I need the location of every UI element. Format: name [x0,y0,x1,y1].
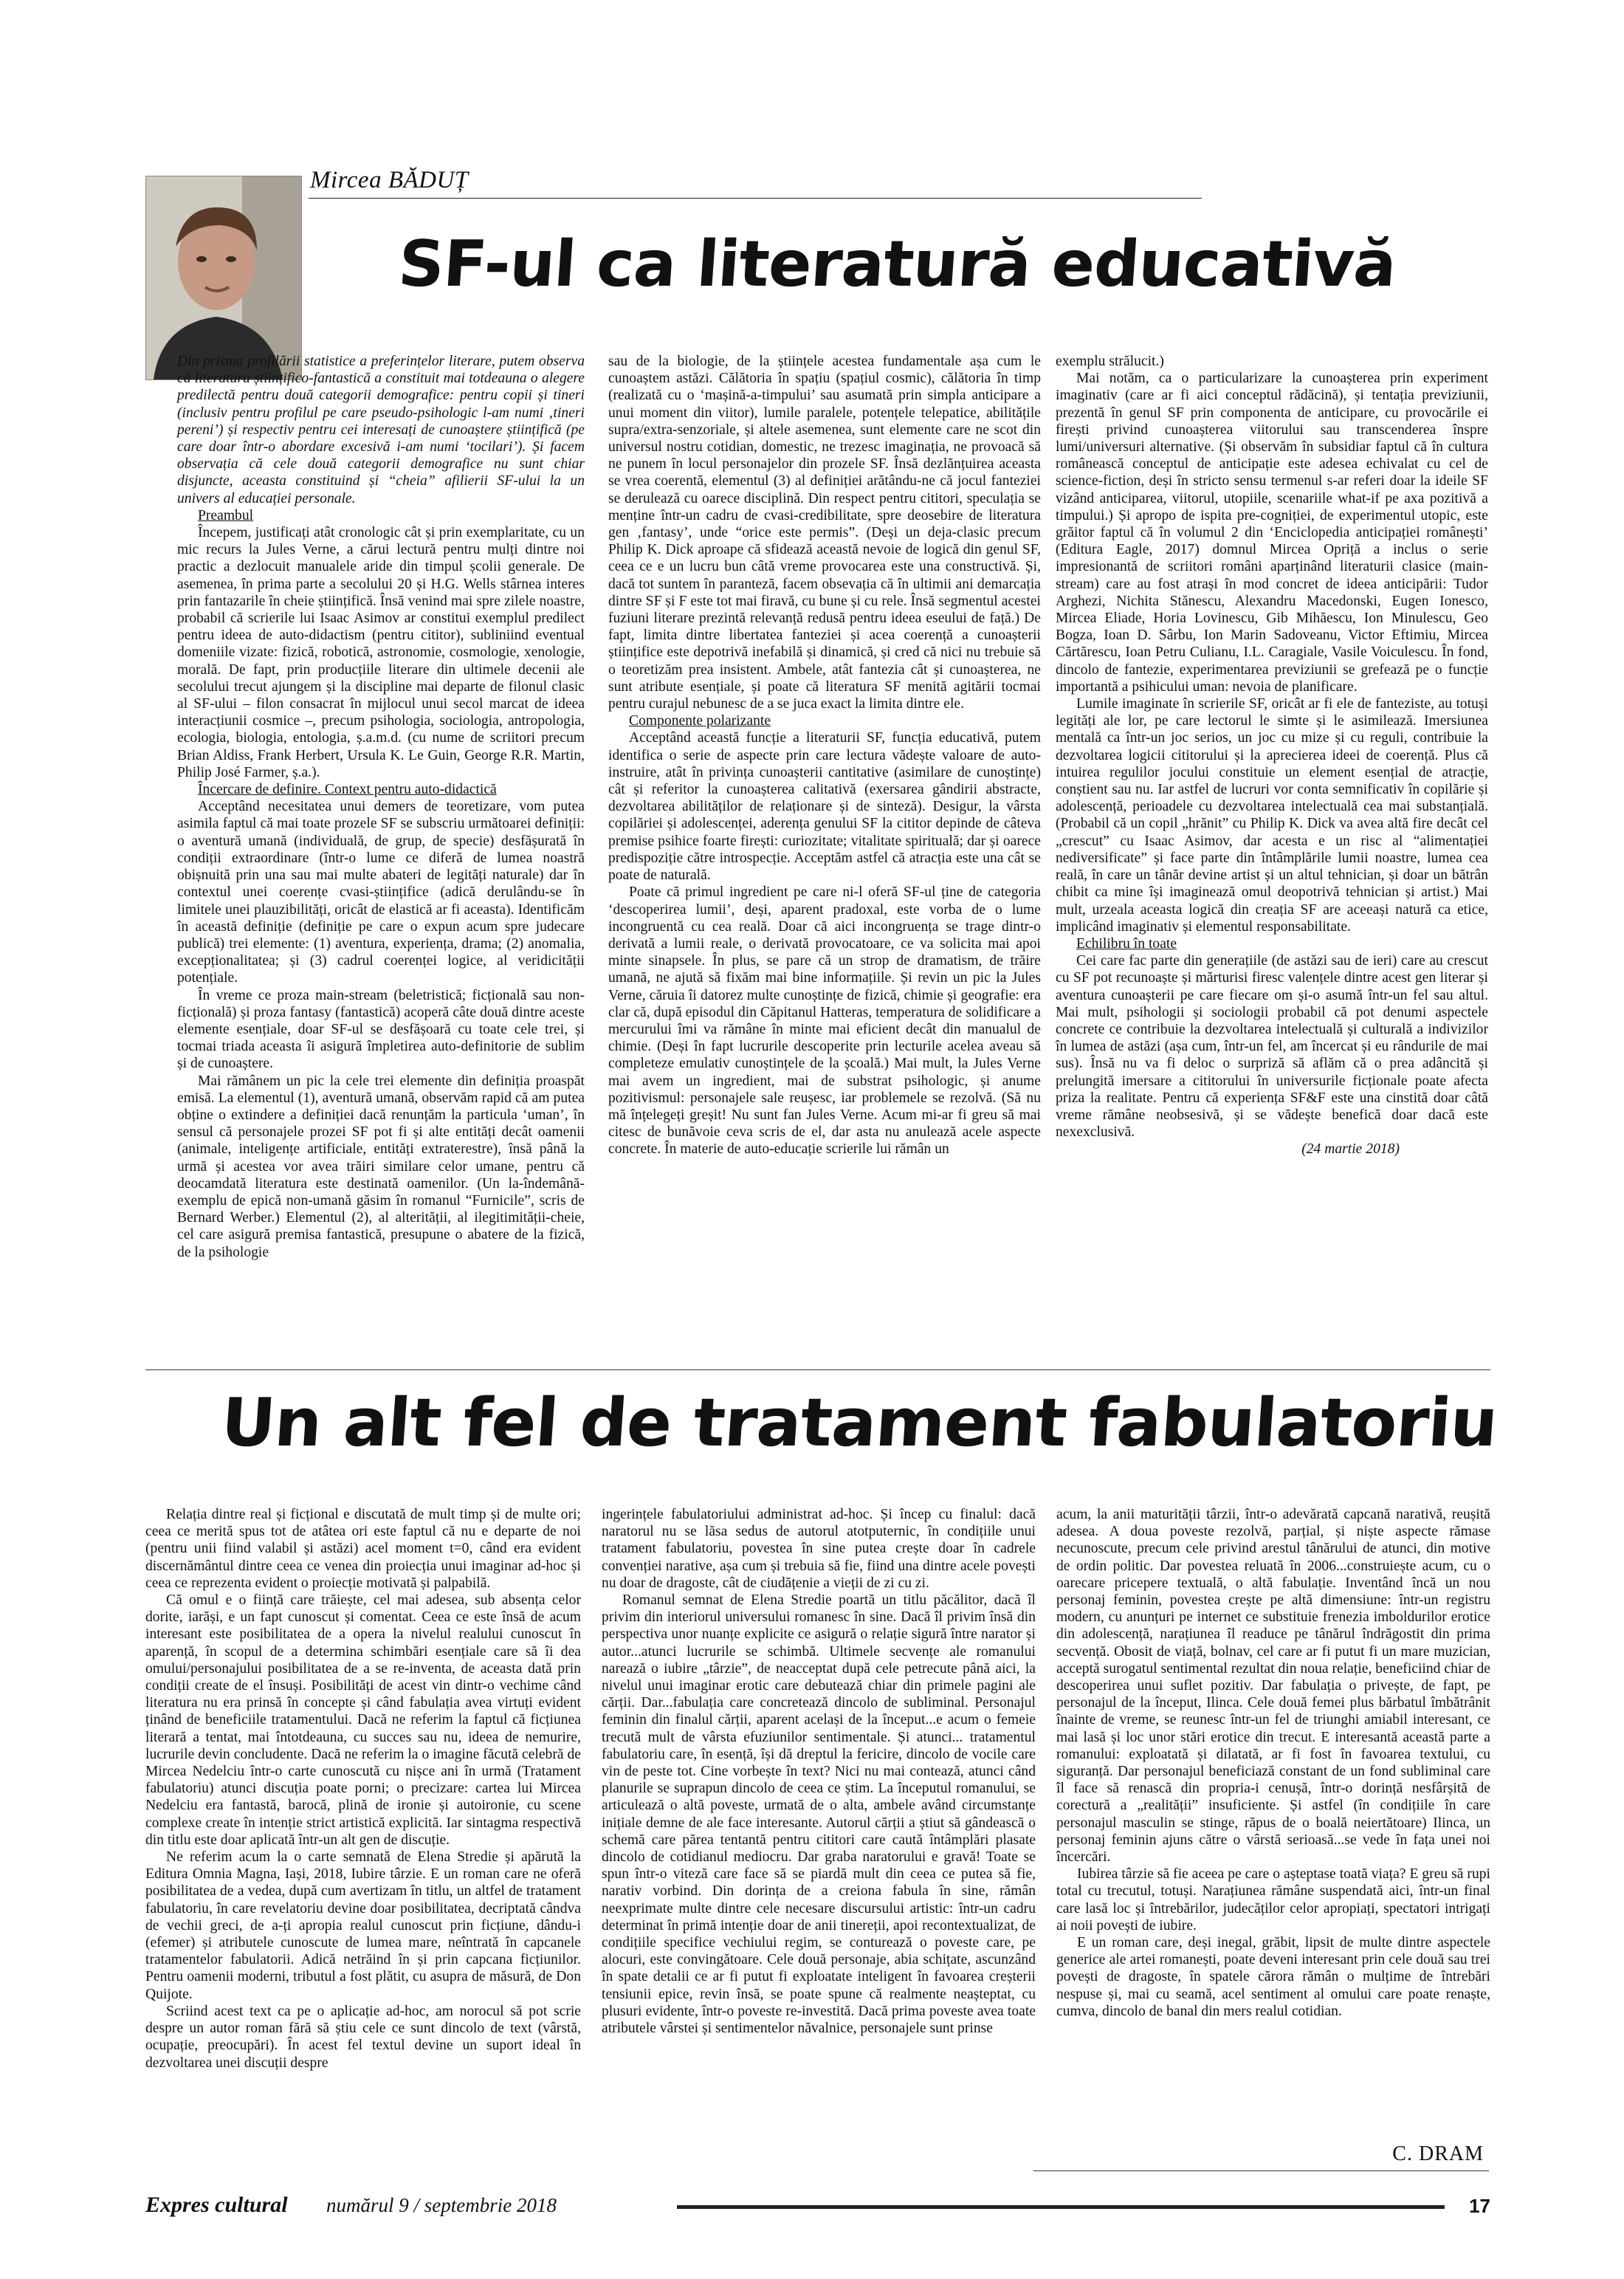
paragraph: Începem, justificați atât cronologic cât și prin exemplaritate, cu un mic recurs la Jules Verne, a cărui lectură pentru mulți dintre noi practic a dezlocuit manualele aride din timpul școlii generale. De asemenea, în prima parte a secolului 20 și H.G. Wells stârnea interes prin fantazarile în cheie științifică. Însă venind mai spre zilele noastre, probabil că scrierile lui Isaac Asimov ar constitui exemplul predilect pentru ideea de auto-didactism (pentru cititor), subliniind eventual domeniile vizate: fizică, robotică, astronomie, cosmologie, xenologie, morală. De fapt, prin producțiile literare din ultimele decenii ale secolului trecut ajungem și la discipline mai departe de filonul clasic al SF-ului – filon consacrat în mijlocul unui secol marcat de ideea interacțiunii cosmice –, precum psihologia, sociologia, antropologia, ecologia, biologia, entologia, ș.a.m.d. (cu nume de scriitori precum Brian Aldiss, Frank Herbert, Ursula K. Le Guin, George R.R. Martin, Philip José Farmer, ș.a.). [177,525,585,780]
paragraph: sau de la biologie, de la științele acestea fundamentale așa cum le cunoaștem astăzi. Călătoria în spațiu (spațiul cosmic), călătoria în timp (realizată cu o ‘mașină-a-timpului’ sau asumată prin simpla anticipare a unui moment din viitor), lumile paralele, potențele telepatice, abilitățile supra/extra-senzoriale, și altele asemenea, sunt elemente care ne scot din universul nostru cotidian, domestic, ne trezesc imaginația, ne provoacă să ne punem în locul personajelor din prozele SF. Însă dezlănțuirea aceasta se vrea coerentă, elementul (3) al definiției arătându-ne că jocul fanteziei se derulează cu oarece disciplină. Din respect pentru cititori, speculația se menține într-un cadru de cvasi-credibilitate, spre deosebire de literatura gen ‚fantasy’, unde “orice este permis”. (Deși un deja-clasic precum Philip K. Dick aproape că sfidează această nevoie de logică din genul SF, ceea ce e un lucru bun câtă vreme provocarea este una constructivă. Și, dacă tot suntem în paranteză, facem obsevația că în ultimii ani demarcația dintre SF și F este tot mai firavă, cu bune și cu rele. Însă segmentul acestei fuziuni literare prezintă relevanță redusă pentru ideea eseului de față.) De fapt, limita dintre libertatea fanteziei și acea coerență a cunoașterii științifice este depotrivă inefabilă și dinamică, și cred că nici nu trebuie să o teoretizăm prea insistent. Ambele, atât fantezia cât și cunoașterea, ne sunt atribute esențiale, și poate că literatura SF menită agitării tocmai pentru curajul nebunesc de a se juca exact la limita dintre ele. [608,354,1041,712]
paragraph: Poate că primul ingredient pe care ni-l oferă SF-ul ține de categoria ‘descoperirea lumii’, deși, aparent pradoxal, este vorba de o lume incongruentă cu cea reală. Doar că aici incongruența se trage dintr-o derivată a lumii reale, o derivată provocatoare, ce va solicita mai apoi minte sinapsele. În plus, se pare că un strop de dramatism, de trăire umană, ne ajută să fixăm mai bine informațiile. Și revin un pic la Jules Verne, căruia îi datorez multe cunoștințe de fizică, chimie și geografie: era clar că, după episodul din Căpitanul Hatteras, temperatura de solidificare a mercurului îmi va rămâne în minte mai eficient decât din manualul de chimie. (Deși în fapt lucrurile descoperite prin lecturile acelea aveau să completeze emulativ cunoștințele de la școală.) Mai mult, la Jules Verne mai avem un ingredient, mai de substrat psihologic, și anume pozitivismul: personajele sale reușesc, iar problemele se rezolvă. (Să nu mă înțelegeți greșit! Nu sunt fan Jules Verne. Acum mi-ar fi greu să mai citesc de bunăvoie ceva scris de el, dar asta nu anulează acele aspecte concrete. În materie de auto-educație scrierile lui rămân un [608,884,1041,1158]
magazine-name: Expres cultural [145,2193,288,2217]
paragraph: Lumile imaginate în scrierile SF, oricât ar fi ele de fanteziste, au totuși legități ale lor, pe care lectorul le simte și le asimilează. Imersiunea mentală ca într-un joc serios, un joc cu mize și cu reguli, contribuie la dezvoltarea logicii cititorului și la aprecierea ideei de coerență. Plus că intuirea regulilor jocului constituie un element esențial de atracție, conștient sau nu. Iar astfel de lucruri vor conta semnificativ în copilărie și adolescență, perioadele cu dezvoltarea intelectuală cea mai substanțială. (Probabil că un copil „hrănit” cu Philip K. Dick va avea altă fire decât cel „crescut” cu Isaac Asimov, dar acesta e un risc al “alimentației nediversificate” și face parte din întâmplările lumii noastre, lumea cea reală, în care un tânăr devine artist și un altul tehnician, și doar un bătrân chibit ca mine își imaginează omul deopotrivă tehnician și artist.) Mai mult, urzeala aceasta logică din creația SF are aceeași natură ca etice, implicând imaginativ și elementul responsabilitate. [1056,696,1488,935]
paragraph: Iubirea târzie să fie aceea pe care o așteptase toată viața? E greu să rupi total cu trecutul, totuși. Narațiunea rămâne suspendată aici, într-un final care lasă loc și întrebărilor, judecăților celor apropiați, spectatori intrigați ai noii povești de iubire. [1056,1866,1490,1933]
author-underline [309,198,1202,199]
paragraph: acum, la anii maturității târzii, într-o adevărată capcană narativă, reușită adesea. A doua poveste rezolvă, parțial, și niște aspecte rămase necunoscute, precum cele privind arestul tânărului de atunci, din motive de ordin politic. Dar povestea reluată în 2006...construiește acum, cu o oarecare pricepere textuală, o altă fabulație. Inventând încă un nou personaj feminin, povestea crește pe altă dimensiune: într-un registru modern, cu anunțuri pe internet ce substituie frenezia imboldurilor erotice din adolescență, narațiunea îl readuce pe tânărul îndrăgostit din prima secvență. Obosit de viață, bolnav, cel care ar fi putut fi un mare muzician, acceptă surogatul sentimental rezultat din noua relație, beneficiind chiar de descoperirea unui suflet pozitiv. Dar fabulația o privește, de fapt, pe personajul de la început, Ilinca. Cele două femei plus bărbatul îmbătrânit înainte de vreme, se reunesc într-un fel de triunghi amiabil interesant, ce mai lasă și loc unor stări erotice din trecut. E interesantă această parte a romanului: exploatată și dilatată, ar fi fost în favoarea textului, cu siguranță. Dar personajul beneficiază constant de un fond subliminal care îl face să renască din propria-i cenușă, într-o dorință nesfârșită de corectură a „realității” insuficiente. Și astfel (în condițiile în care personajul masculin se stinge, răpus de o boală neiertătoare) Ilinca, un personaj feminin ajuns către o vârstă serioasă...se vede în fața unei noi încercări. [1056,1507,1490,1866]
article1-column-2 [608,353,1041,1158]
paragraph: Mai notăm, ca o particularizare la cunoașterea prin experiment imaginativ (care ar fi aici conceptul rădăcină), și tentația previziunii, prezentă în genul SF prin componenta de anticipare, cu provocările ei firești privind cunoașterea viitorului sau transcenderea înspre lumi/universuri alternative. (Și observăm în subsidiar faptul că în cultura românească conceptul de anticipație este adesea echivalat cu cel de science-fiction, deși în stricto sensu termenul s-ar referi doar la ideile SF vizând anticiparea, viitorul, utopiile, scenariile what-if pe axa pozitivă a timpului.) Și apropo de ispita pre-cogniției, de experimentul utopic, este grăitor faptul că în volumul 2 din ‘Enciclopedia anticipației românești’ (Editura Eagle, 2017) domnul Mircea Opriță a inclus o serie impresionantă de scriitori români aparținând literaturii clasice (main-stream) care au fost atrași în mod concret de ideea anticipării: Tudor Arghezi, Nichita Stănescu, Alexandru Macedonski, Eugen Ionesco, Mircea Eliade, Horia Lovinescu, Gib Mihăescu, Ion Minulescu, Geo Bogza, Ioan D. Sârbu, Ion Marin Sadoveanu, Victor Eftimiu, Mircea Cărtărescu, Ioan Petru Culianu, I.L. Caragiale, Vasile Voiculescu. În fond, dincolo de fantezie, experimentarea previziunii se grefează pe o funcție importantă a psihicului uman: nevoia de planificare. [1056,371,1488,695]
paragraph: Acceptând necesitatea unui demers de teoretizare, vom putea asimila faptul că mai toate prozele SF se subscriu următoarei definiții: o aventură umană (individuală, de grup, de specie) desfășurată în condiții extraordinare (într-o lume ce diferă de lumea noastră obișnuită prin una sau mai multe abateri de legități naturale) dar în contextul unei coerențe cvasi-științifice (adică derulându-se în limitele unei plauzibilități, oricât de elastică ar fi aceasta). Identificăm în această definiție (definiție pe care o expun acum spre judecare publică) trei elemente: (1) aventura, experiența, drama; (2) anomalia, excepționalitatea; și (3) cadrul coerenței logice, al veridicității potențiale. [177,799,585,986]
article-title: SF-ul ca literatură educativă [396,227,1399,301]
article1-column-3 [1056,353,1488,1158]
paragraph: Relația dintre real și ficțional e discutată de mult timp și de multe ori; ceea ce merită spus tot de atâtea ori este faptul că nu e departe de noi (pentru unii fiind valabil și astăzi) acel moment t=0, când era evident discernământul dintre ceea ce venea din proiecția unui imaginar ad-hoc și ceea ce reprezenta evident o proiecție motivată și palpabilă. [145,1507,581,1591]
author-photo [145,176,302,380]
page-number: 17 [1469,2195,1490,2217]
paragraph: Ne referim acum la o carte semnată de Elena Stredie și apărută la Editura Omnia Magna, Iași, 2018, Iubire târzie. E un roman care ne oferă posibilitatea de a vedea, după cum avertizam în titlu, un altfel de tratament fabulatoriu, în care revelatoriu devine doar posibilitatea, decriptată cândva de vechii greci, de a-ți apropia realul cunoscut prin ficțiune, dându-i (efemer) și atributele cunoscute de lumea mare, neîntrată în capcanele tratamentelor fabulatorii. Adică netrăind în și prin capcana ficțiunilor. Pentru oamenii moderni, tributul a fost plătit, cu asupra de măsură, de Don Quijote. [145,1849,581,2002]
article2-column-3 [1056,1506,1490,2020]
section-divider [145,1369,1490,1370]
paragraph: Scriind acest text ca pe o aplicație ad-hoc, am norocul să pot scrie despre un autor roman fără să știu cele ce sunt dincolo de text (vârstă, ocupație, preocupări). În acest fel textul devine un suport ideal în dezvoltarea unei discuții despre [145,2003,581,2071]
section-subheading: Preambul [198,507,254,523]
article2-column-1 [145,1506,581,2072]
paragraph: Că omul e o ființă care trăiește, cel mai adesea, sub absența celor dorite, iarăși, e un fapt cunoscut și comentat. Ceea ce este însă de acum interesant este posibilitatea de a opera la nivelul realului cunoscut în aparență, în scopul de a determina schimbări esențiale care să îi dea omului/personajului posibilitatea de a se re-inventa, de aceasta dată prin condiții create de el însuși. Posibilități de acest vin dintr-o vechime când literatura nu era prinsă în concepte și când fabulația avea virtuți evident ținând de beneficiile tratamentului. Dacă ne referim la faptul că ficțiunea literară a tentat, mai întotdeauna, cu succes sau nu, ideea de nemurire, lucrurile devin concludente. Dacă ne referim la o imagine făcută celebră de Mircea Nedelciu într-o carte cunoscută cu nișce ani în urmă (Tratament fabulatoriu) atunci discuția poate porni; o precizare: cartea lui Mircea Nedelciu era fantastă, barocă, plină de ironie și autoironie, cu scene complexe create în intenție strict artistică explicită. Iar sintagma respectivă din titlu este doar aplicată într-un alt gen de discuție. [145,1592,581,1848]
author-signature-rule [1033,2170,1489,2171]
article2-author: C. DRAM [1392,2142,1484,2165]
paragraph: Mai rămânem un pic la cele trei elemente din definiția proaspăt emisă. La elementul (1), aventură umană, observăm rapid că am putea obține o extindere a definiției dacă renunțăm la particula ‘uman’, în sensul că personajele prozei SF pot fi și alte entități decât oamenii (animale, inteligențe artificiale, entități extraterestre), însă până la urmă și acestea vor avea trăiri similare celor umane, pentru că deocamdată literatura este destinată oamenilor. (Un la-îndemână-exemplu de epică non-umană găsim în romanul “Furnicile”, scris de Bernard Werber.) Elementul (2), al alterității, al ilegitimității-cheie, cel care asigură premisa fantastică, presupune o abatere de la fizică, de la psihologie [177,1073,585,1260]
paragraph: În vreme ce proza main-stream (beletristică; ficțională sau non-ficțională) și proza fantasy (fantastică) acoperă câte două dintre aceste elemente esențiale, doar SF-ul se desfășoară cu toate cele trei, și tocmai triada aceasta îi asigură împletirea auto-definitorie de sublim și de cunoaștere. [177,987,585,1072]
footer-rule [677,2205,1445,2209]
article-date: (24 martie 2018) [1301,1141,1400,1158]
article-author: Mircea BĂDUȚ [310,167,469,193]
paragraph: exemplu strălucit.) [1056,354,1164,369]
paragraph: Acceptând această funcție a literaturii SF, funcția educativă, putem identifica o serie de aspecte prin care lectura vădește valoare de auto-instruire, atât în privința cunoașterii cantitative (asimilare de cunoștințe) cât și referitor la cunoașterea calitativă (exersarea gândirii abstracte, dezvoltarea abilităților de relaționare și de sinteză). Desigur, la vârsta copilăriei și adolescenței, aderența genului SF la cititor depinde de câteva premise psihice foarte firești: curiozitate; vitalitate spirituală; dar și oarece predispoziție către introspecție. Acceptăm astfel că atracția este una cât se poate de naturală. [608,730,1041,884]
article2-column-2 [602,1506,1036,2037]
section-subheading: Componente polarizante [629,713,771,729]
paragraph: Cei care fac parte din generațiile (de astăzi sau de ieri) care au crescut cu SF pot recunoaște și mărturisi firesc valențele dintre acest gen literar și aventura cunoașterii pe care fiecare om și-o asumă într-un fel sau altul. Mai mult, psihologii și sociologii probabil că pot denumi aspectele concrete ce contribuie la dezvoltarea intelectuală și culturală a indivizilor în lumea de astăzi (așa cum, într-un fel, am încercat și eu rândurile de mai sus). Însă nu va fi deloc o surpriză să aflăm că o prea adâncită și prelungită imersare a cititorului în universurile ficționale poate afecta priza la realitate. Pentru că experiența SF&F este una cinstită doar câtă vreme rămâne neobsesivă, și se vădește benefică doar dacă este nexexclusivă. [1056,953,1488,1141]
article1-column-1 [177,353,585,1261]
paragraph: ingerințele fabulatoriului administrat ad-hoc. Și încep cu finalul: dacă naratorul nu se lăsa sedus de autorul atotputernic, în condițiile unui tratament fabulatoriu, povestea în sine putea crește doar în cadrele convenției narative, așa cum și trebuia să fie, fiind una dintre acele povești nu doar de dragoste, cât de ciudățenie a vieții de zi cu zi. [602,1507,1036,1591]
section-subheading: Echilibru în toate [1076,935,1177,952]
article2-title: Un alt fel de tratament fabulatoriu [219,1384,1500,1462]
section-subheading: Încercare de definire. Context pentru auto-didactică [198,782,497,798]
issue-info: numărul 9 / septembrie 2018 [326,2194,557,2216]
page-footer [145,2193,1490,2222]
paragraph: Din prisma profilării statistice a preferințelor literare, putem observa că literatura științifico-fantastică a constituit mai totdeauna o alegere predilectă pentru două categorii demografice: pentru copii și tineri (inclusiv pentru profilul pe care pseudo-psihologic l-am numi ‚tineri pereni’) și respectiv pentru cei interesați de cunoaștere științifică (pe care doar într-o abordare excesivă i-am numi ‘tocilari’). Și facem observația că cele două categorii demografice nu sunt chiar disjuncte, aceasta constituind și “cheia” afilierii SF-ului la un univers al educației personale. [177,354,585,506]
author-portrait-image [146,176,301,379]
paragraph: E un roman care, deși inegal, grăbit, lipsit de multe dintre aspectele generice ale artei romanești, poate deveni interesant prin cele două sau trei povești de dragoste, în spatele cărora rămân o mulțime de întrebări nespuse și, mai cu seamă, acel sentiment al omului care poate renaște, cumva, dincolo de banal din mers realul cotidian. [1056,1935,1490,2019]
paragraph: Romanul semnat de Elena Stredie poartă un titlu păcălitor, dacă îl privim din interiorul universului romanesc în sine. Dacă îl privim însă din perspectiva unor nuanțe explicite ce asigură o relație sigură între narator și autor...atunci lucrurile se schimbă. Ultimele secvențe ale romanului narează o iubire „târzie”, de neacceptat după cele petrecute până aici, la nivelul unui imaginar erotic care debutează chiar din primele pagini ale cărții. Dar...fabulația care concretează dincolo de subliminal. Personajul feminin din finalul cărții, aparent același de la început...e acum o femeie trecută mult de vârsta efuziunilor sentimentale. Și atunci... tratamentul fabulatoriu care, în esență, își dă dreptul la fericire, dincolo de vocile care vin de peste tot. Cine vorbește în text? Nici nu mai contează, atunci când planurile se suprapun dincolo de ceea ce știm. La începutul romanului, se articulează o altă poveste, urmată de o alta, ambele având circumstanțe inițiale demne de ale face interesante. Autorul cărții a știut să gândească o schemă care părea tentantă pentru cititori care caută întâmplări plasate dincolo de cotidianul mediocru. Dar graba naratorului e gravă! Toate se spun într-o viteză care face să se piardă mult din ceea ce putea să fie, narativ vorbind. Din dorința de a creiona fabula în sine, rămân neexprimate multe dintre cele necesare discursului artistic: într-un cadru determinat în primă intenție doar de anii tinereții, apoi recontextualizat, de condițiile specifice vechiului regim, se conturează o poveste care, pe alocuri, este convingătoare. Cele două personaje, abia schițate, ascunzând în spate detalii ce ar fi putut fi exploatate inteligent în favoarea creșterii tensiunii epice, revin însă, se poate spune că realmente neașteptat, cu plusuri evidente, într-o poveste re-investită. Dacă prima poveste avea toate atributele vârstei și sentimentelor năvalnice, personajele sunt prinse [602,1592,1036,2037]
